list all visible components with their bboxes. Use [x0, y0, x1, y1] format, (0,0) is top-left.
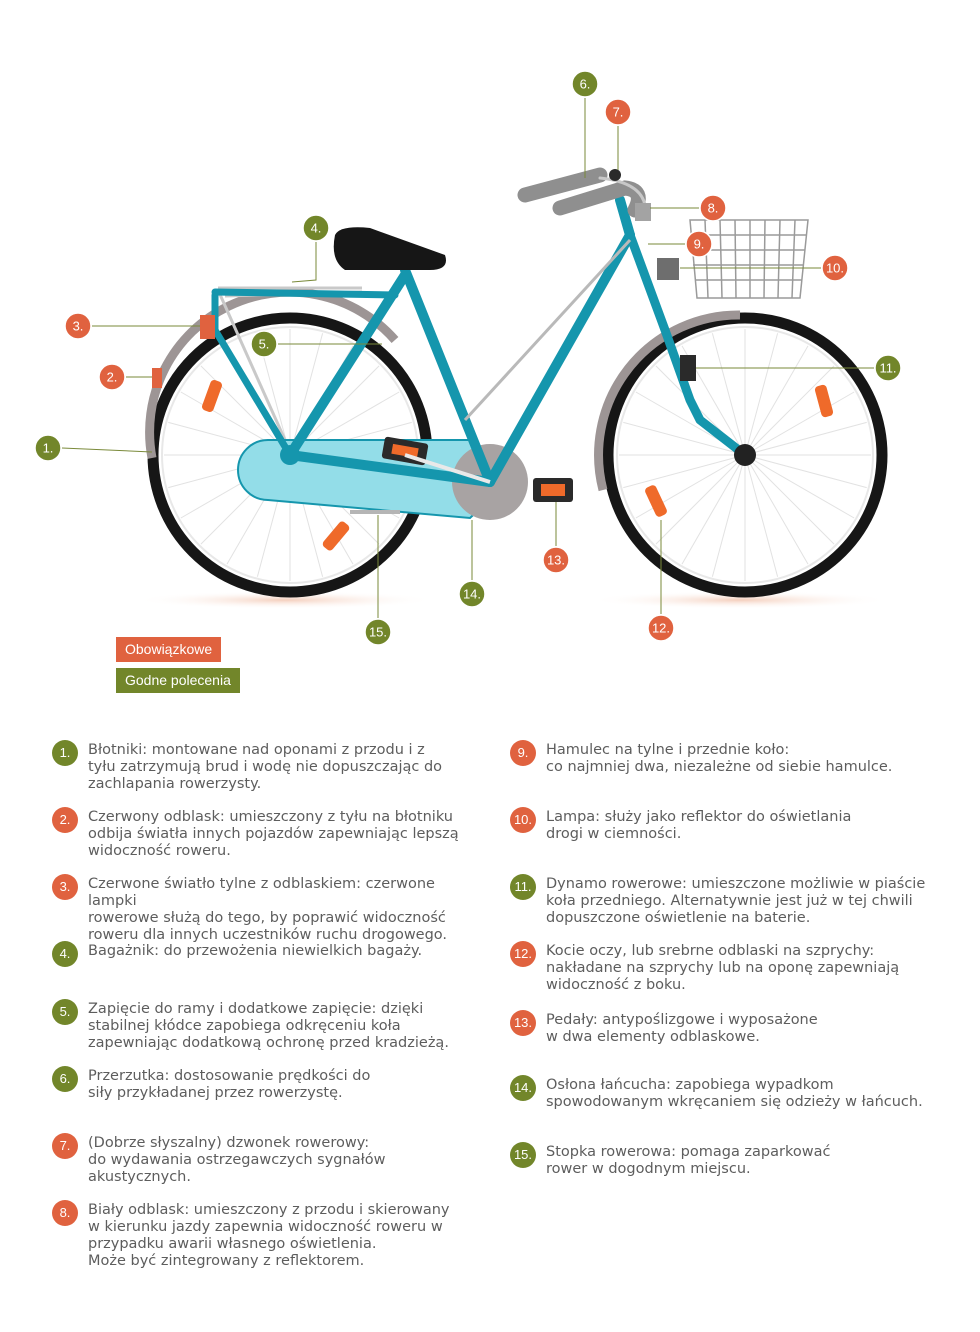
part-item — [52, 1001, 482, 1052]
part-item — [52, 876, 482, 944]
part-number-badge: 8. — [52, 1200, 78, 1226]
part-description: Biały odblask: umieszczony z przodu i skierowany w kierunku jazdy zapewnia widoczność roweru w przypadku awarii własnego oświetlenia. Może być zintegrowany z reflektorem. — [88, 1202, 450, 1269]
marker-label: 9. — [693, 236, 705, 252]
legend-required: Obowiązkowe — [116, 637, 221, 662]
marker-label: 1. — [42, 440, 54, 456]
part-description: Błotniki: montowane nad oponami z przodu i z tyłu zatrzymują brud i wodę nie dopuszczając do zachlapania rowerzysty. — [88, 742, 443, 792]
part-item — [52, 809, 482, 860]
part-description: Pedały: antypoślizgowe i wyposażone w dwa elementy odblaskowe. — [546, 1012, 818, 1045]
spoke-reflector — [321, 520, 351, 552]
part-item — [52, 943, 482, 960]
part-number-badge: 15. — [510, 1142, 536, 1168]
marker-label: 5. — [258, 336, 270, 352]
part-number-badge: 5. — [52, 999, 78, 1025]
part-description: Hamulec na tylne i przednie koło: co najmniej dwa, niezależne od siebie hamulce. — [546, 742, 893, 775]
part-description: Bagażnik: do przewożenia niewielkich bagaży. — [88, 943, 423, 959]
marker-label: 11. — [879, 360, 897, 376]
basket — [690, 220, 808, 298]
part-number-badge: 12. — [510, 941, 536, 967]
bike-frame — [215, 200, 745, 482]
part-item — [510, 1144, 940, 1178]
saddle — [334, 227, 446, 270]
part-item — [510, 809, 940, 843]
part-description: Dynamo rowerowe: umieszczone możliwie w piaście koła przedniego. Alternatywnie jest już w tej chwili dopuszczone oświetlenie na baterie. — [546, 876, 926, 926]
front-reflector — [635, 203, 651, 221]
leader-line — [62, 448, 152, 452]
part-number-badge: 4. — [52, 941, 78, 967]
part-number-badge: 9. — [510, 740, 536, 766]
marker-label: 13. — [546, 552, 566, 568]
part-number-badge: 13. — [510, 1010, 536, 1036]
marker-label: 14. — [462, 586, 482, 602]
rear-hub — [280, 445, 300, 465]
part-description: Przerzutka: dostosowanie prędkości do siły przykładanej przez rowerzystę. — [88, 1068, 371, 1101]
handlebar — [525, 175, 645, 210]
bell — [609, 169, 621, 181]
part-number-badge: 2. — [52, 807, 78, 833]
part-description: Zapięcie do ramy i dodatkowe zapięcie: dzięki stabilnej kłódce zapobiega odkręceniu koła zapewniając dodatkową ochronę przed kradzieżą. — [88, 1001, 449, 1051]
legend-recommended: Godne polecenia — [116, 668, 240, 693]
spoke-reflector — [201, 379, 223, 413]
part-description: Stopka rowerowa: pomaga zaparkować rower w dogodnym miejscu. — [546, 1144, 831, 1177]
part-item — [510, 1012, 940, 1046]
rear-light — [200, 315, 215, 339]
front-hub — [734, 444, 756, 466]
pedal — [533, 478, 573, 502]
marker-label: 2. — [106, 369, 118, 385]
brake-cable — [465, 240, 630, 420]
part-number-badge: 6. — [52, 1066, 78, 1092]
part-item — [52, 1135, 482, 1186]
part-number-badge: 14. — [510, 1075, 536, 1101]
marker-label: 7. — [612, 104, 624, 120]
part-description: Czerwony odblask: umieszczony z tyłu na błotniku odbija światła innych pojazdów zapewniając lepszą widoczność roweru. — [88, 809, 459, 859]
marker-label: 4. — [310, 220, 322, 236]
leader-line — [292, 242, 316, 282]
part-item — [510, 1077, 940, 1111]
marker-label: 15. — [368, 624, 388, 640]
rear-reflector — [152, 368, 162, 388]
part-item — [52, 1202, 482, 1270]
part-item — [510, 876, 940, 927]
marker-label: 12. — [651, 620, 671, 636]
marker-label: 8. — [707, 200, 719, 216]
part-item — [52, 1068, 482, 1102]
part-number-badge: 10. — [510, 807, 536, 833]
part-item — [510, 742, 940, 776]
dynamo — [680, 355, 696, 381]
part-description: Kocie oczy, lub srebrne odblaski na szprychy: nakładane na szprychy lub na oponę zapewniają widoczność z boku. — [546, 943, 900, 993]
part-number-badge: 1. — [52, 740, 78, 766]
part-item — [52, 742, 482, 793]
part-description: (Dobrze słyszalny) dzwonek rowerowy: do wydawania ostrzegawczych sygnałów akustycznych. — [88, 1135, 386, 1185]
marker-label: 10. — [825, 260, 845, 276]
front-lamp — [657, 258, 679, 280]
part-description: Lampa: służy jako reflektor do oświetlania drogi w ciemności. — [546, 809, 852, 842]
part-description: Czerwone światło tylne z odblaskiem: czerwone lampki rowerowe służą do tego, by poprawić widoczność roweru dla innych uczestników ruchu drogowego. — [88, 876, 448, 943]
marker-label: 6. — [579, 76, 591, 92]
part-number-badge: 7. — [52, 1133, 78, 1159]
marker-label: 3. — [72, 318, 84, 334]
part-number-badge: 3. — [52, 874, 78, 900]
part-description: Osłona łańcucha: zapobiega wypadkom spowodowanym wkręcaniem się odzieży w łańcuch. — [546, 1077, 923, 1110]
part-number-badge: 11. — [510, 874, 536, 900]
part-item — [510, 943, 940, 994]
